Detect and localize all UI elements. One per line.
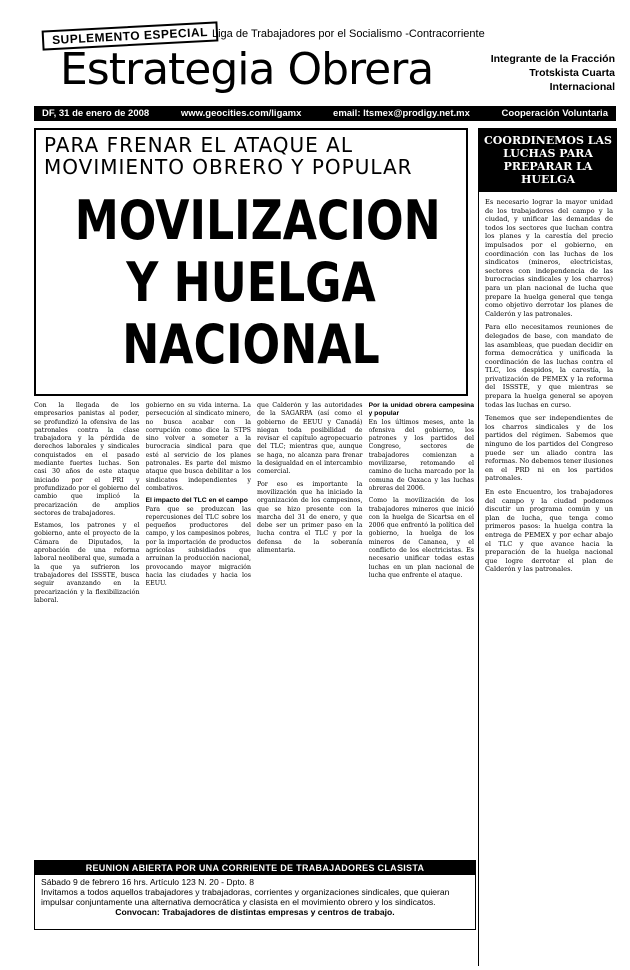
big-headline-1: MOVILIZACION — [74, 189, 441, 252]
article-column-4 — [369, 402, 475, 852]
supplement-banner: SUPLEMENTO ESPECIAL — [42, 21, 219, 50]
organization-name: Liga de Trabajadores por el Socialismo -Contracorriente — [212, 28, 485, 40]
sidebar-paragraph: Para ello necesitamos reuniones de delegados de base, con mandato de las asambleas, que puedan decidir en forma democrática y unificada la coordinación de las luchas contra el TLC, los despidos, la carestía, la privatización de PEMEX y la reforma del ISSSTE, y que mientras se prepara la huelga general se apoyen todas las luchas en curso. — [485, 323, 613, 409]
section-subtitle: Por la unidad obrera campesina y popular — [368, 402, 474, 418]
affiliation-line: Trotskista Cuarta — [529, 67, 615, 79]
big-headline-3: NACIONAL — [122, 313, 380, 376]
article-columns — [34, 402, 474, 852]
article-paragraph: Estamos, los patrones y el gobierno, ante el proyecto de la Cámara de Diputados, la aprobación de una reforma laboral neoliberal que, sumada a la que ya sufrieron los trabajadores del ISSSTE, busca seguir avanzando en la precarización y la flexibilización laboral. — [34, 522, 140, 604]
sidebar-title: COORDINEMOS LAS LUCHAS PARA PREPARAR LA HUELGA — [479, 128, 617, 192]
sidebar-paragraph: Es necesario lograr la mayor unidad de los trabajadores del campo y la ciudad, y unificar las demandas de todos los sectores que luchan contra los planes y la carestía del precio impulsados por el gobierno, en coordinación con las luchas de los sindicatos (mineros, electricistas, sectores con independencia de las burocracias sindicales y los charros) para un plan nacional de lucha que prepare la huelga general que tenga como objetivo derrotar los planes de Calderón y las patronales. — [485, 198, 613, 318]
headline-line1: PARA FRENAR EL ATAQUE AL — [44, 133, 353, 157]
article-paragraph: Por eso es importante la movilización que ha iniciado la organización de los campesinos, que se hizo presente con la marcha del 31 de enero, y que debe ser un primer paso en la lucha contra el TLC y por la defensa de la soberanía alimentaria. — [257, 480, 363, 555]
sidebar-text — [479, 192, 617, 574]
meeting-title: REUNION ABIERTA POR UNA CORRIENTE DE TRABAJADORES CLASISTA — [35, 861, 475, 875]
website-link[interactable]: www.geocities.com/ligamx — [180, 108, 302, 119]
article-paragraph: Con la llegada de los empresarios panistas al poder, se profundizó la ofensiva de las patronales contra la clase trabajadora y la pérdida de derechos laborales y sindicales conquistados en el pasado mediante fuertes luchas. Son casi 30 años de este ataque iniciado por el PRI y profundizado por el gobierno del cambio que implicó la precarización de amplios sectores de trabajadores. — [34, 402, 140, 517]
article-paragraph: gobierno en su vida interna. La persecución al sindicato minero, no busca acabar con la corrupción como dice la STPS sino volver a someter a la burocracia sindical para que esté al servicio de los planes patronales. Es parte del mismo ataque que busca debilitar a los sindicatos independientes y combativos. — [145, 402, 251, 492]
article-paragraph: En los últimos meses, ante la ofensiva del gobierno, los patrones y los partidos del Congreso, sectores de trabajadores comienzan a movilizarse, retomando el camino de lucha marcado por la comuna de Oaxaca y las luchas obreras del 2006. — [368, 418, 474, 492]
article-column-3 — [257, 402, 363, 852]
meeting-box — [34, 860, 476, 930]
article-column-2 — [146, 402, 252, 852]
meeting-text: Invitamos a todos aquellos trabajadores y trabajadoras, corrientes y organizaciones sindicales, que quieran impulsar conjuntamente una alternativa democrática y clasista en el movimiento obrero y los sindicatos. — [41, 887, 450, 907]
article-paragraph: Para que se produzcan las repercusiones del TLC sobre los pequeños productores del campo, y los campesinos pobres, por la importación de productos agrícolas subsidiados que arruinan la producción nacional, provocando mayor migración hacia las ciudades y hacia los EEUU. — [145, 505, 251, 588]
price-note: Cooperación Voluntaria — [501, 108, 608, 119]
article-paragraph: que Calderón y las autoridades de la SAGARPA (así como el gobierno de EEUU y Canadá) niegan toda posibilidad de revisar el capítulo agropecuario del TLC; mientras que, aunque se haga, no alcanza para frenar la desigualdad en el intercambio comercial. — [257, 402, 363, 476]
section-subtitle: El impacto del TLC en el campo — [145, 497, 248, 505]
affiliation — [475, 52, 615, 94]
info-bar — [34, 106, 616, 121]
big-headline-2: Y HUELGA — [126, 251, 376, 314]
sidebar — [478, 128, 617, 966]
affiliation-line: Integrante de la Fracción — [490, 53, 615, 65]
email-link[interactable]: email: ltsmex@prodigy.net.mx — [333, 108, 470, 119]
issue-date: DF, 31 de enero de 2008 — [42, 108, 150, 119]
headline-line2: MOVIMIENTO OBRERO Y POPULAR — [44, 155, 413, 179]
article-paragraph: Como la movilización de los trabajadores mineros que inició con la huelga de Sicartsa en el 2006 que enfrentó la política del gobierno, la huelga de los mineros de Cananea, y el conflicto de los electricistas. Es necesario unificar todas estas luchas en un plan nacional de lucha que enfrente el ataque. — [368, 497, 474, 579]
sidebar-paragraph: Tenemos que ser independientes de los charros sindicales y de los partidos del régimen. Sabemos que ninguno de los partidos del Congreso puede ser un aliado contra las reformas. No debemos tener ilusiones en el PRD ni en los partidos patronales. — [485, 414, 613, 483]
meeting-when: Sábado 9 de febrero 16 hrs. Artículo 123 N. 20 - Dpto. 8 — [41, 877, 255, 887]
headline — [44, 134, 413, 178]
newspaper-title: Estrategia Obrera — [60, 44, 434, 95]
meeting-convoca: Convocan: Trabajadores de distintas empresas y centros de trabajo. — [115, 907, 395, 917]
affiliation-line: Internacional — [549, 81, 615, 93]
headline-box — [34, 128, 468, 396]
article-column-1 — [34, 402, 140, 852]
masthead — [30, 22, 615, 104]
meeting-body — [35, 875, 475, 919]
sidebar-paragraph: En este Encuentro, los trabajadores del campo y la ciudad podemos discutir un programa común y un plan de lucha, que tenga como primeros pasos: la huelga contra la entrega de PEMEX y por echar abajo el TLC y que avance hacia la preparación de la huelga nacional que logre derrotar el plan de Calderón y las patronales. — [485, 488, 613, 574]
